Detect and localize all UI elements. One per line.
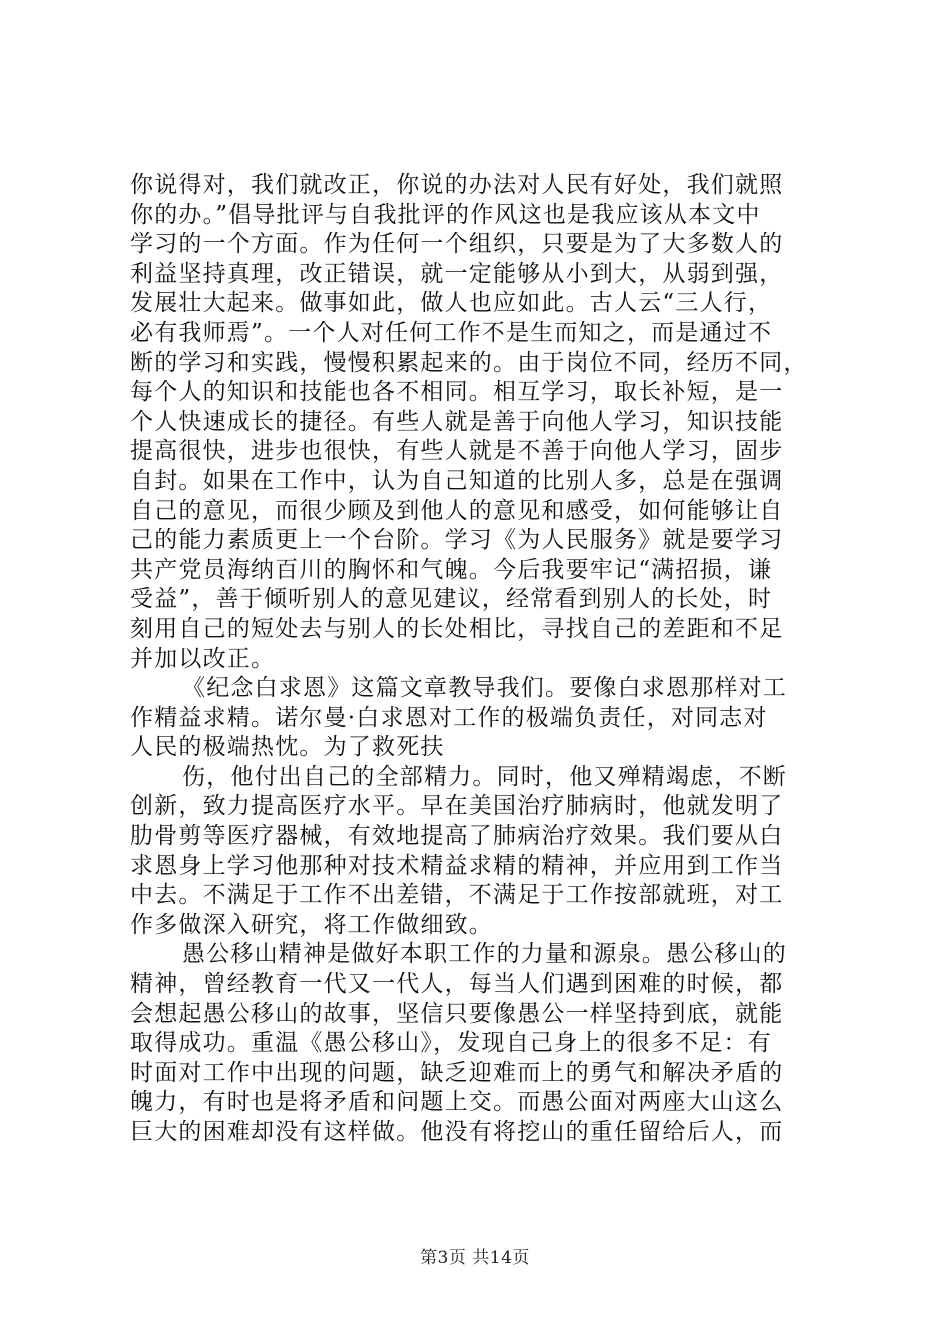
text-line: 时面对工作中出现的问题，缺乏迎难而上的勇气和解决矛盾的 xyxy=(130,1059,784,1086)
text-line: 发展壮大起来。做事如此，做人也应如此。古人云“三人行， xyxy=(130,290,773,317)
text-line: 利益坚持真理，改正错误，就一定能够从小到大，从弱到强， xyxy=(130,260,784,287)
text-line: 自己的意见，而很少顾及到他人的意见和感受，如何能够让自 xyxy=(130,497,784,524)
text-line: 断的学习和实践，慢慢积累起来的。由于岗位不同，经历不同， xyxy=(130,349,808,376)
text-line: 精神，曾经教育一代又一代人，每当人们遇到困难的时候，都 xyxy=(130,971,784,998)
text-line: 受益”，善于倾听别人的意见建议，经常看到别人的长处，时 xyxy=(130,586,773,613)
paragraph-start-line: 愚公移山精神是做好本职工作的力量和源泉。愚公移山的 xyxy=(182,941,787,968)
text-line: 会想起愚公移山的故事，坚信只要像愚公一样坚持到底，就能 xyxy=(130,1000,784,1027)
text-line: 创新，致力提高医疗水平。早在美国治疗肺病时，他就发明了 xyxy=(130,793,784,820)
text-line: 共产党员海纳百川的胸怀和气魄。今后我要牢记“满招损，谦 xyxy=(130,556,773,583)
text-line: 作多做深入研究，将工作做细致。 xyxy=(130,911,493,938)
text-line: 自封。如果在工作中，认为自己知道的比别人多，总是在强调 xyxy=(130,467,784,494)
document-body xyxy=(130,171,830,1148)
text-line: 学习的一个方面。作为任何一个组织，只要是为了大多数人的 xyxy=(130,231,784,258)
text-line: 人民的极端热忱。为了救死扶 xyxy=(130,734,445,761)
text-line: 你说得对，我们就改正，你说的办法对人民有好处，我们就照 xyxy=(130,172,784,198)
text-line: 个人快速成长的捷径。有些人就是善于向他人学习，知识技能 xyxy=(130,408,784,435)
text-line: 求恩身上学习他那种对技术精益求精的精神，并应用到工作当 xyxy=(130,852,784,879)
text-line: 你的办。”倡导批评与自我批评的作风这也是我应该从本文中 xyxy=(130,201,761,228)
text-line: 必有我师焉”。一个人对任何工作不是生而知之，而是通过不 xyxy=(130,319,773,346)
text-line: 中去。不满足于工作不出差错，不满足于工作按部就班，对工 xyxy=(130,882,784,909)
text-line: 每个人的知识和技能也各不相同。相互学习，取长补短，是一 xyxy=(130,379,784,406)
text-line: 己的能力素质更上一个台阶。学习《为人民服务》就是要学习 xyxy=(130,527,784,554)
text-line: 作精益求精。诺尔曼·白求恩对工作的极端负责任，对同志对 xyxy=(130,704,768,731)
text-line: 并加以改正。 xyxy=(130,645,276,672)
text-line: 魄力，有时也是将矛盾和问题上交。而愚公面对两座大山这么 xyxy=(130,1089,784,1116)
paragraph-start-line: 伤，他付出自己的全部精力。同时，他又殚精竭虑，不断 xyxy=(182,763,787,790)
text-line: 巨大的困难却没有这样做。他没有将挖山的重任留给后人，而 xyxy=(130,1119,784,1145)
text-line: 取得成功。重温《愚公移山》，发现自己身上的很多不足：有 xyxy=(130,1030,772,1057)
text-line: 肋骨剪等医疗器械，有效地提高了肺病治疗效果。我们要从白 xyxy=(130,823,784,850)
text-line: 提高很快，进步也很快，有些人就是不善于向他人学习，固步 xyxy=(130,438,784,465)
page-number-footer: 第3页 共14页 xyxy=(420,1248,530,1268)
paragraph-start-line: 《纪念白求恩》这篇文章教导我们。要像白求恩那样对工 xyxy=(182,675,787,702)
text-line: 刻用自己的短处去与别人的长处相比，寻找自己的差距和不足 xyxy=(130,615,784,642)
